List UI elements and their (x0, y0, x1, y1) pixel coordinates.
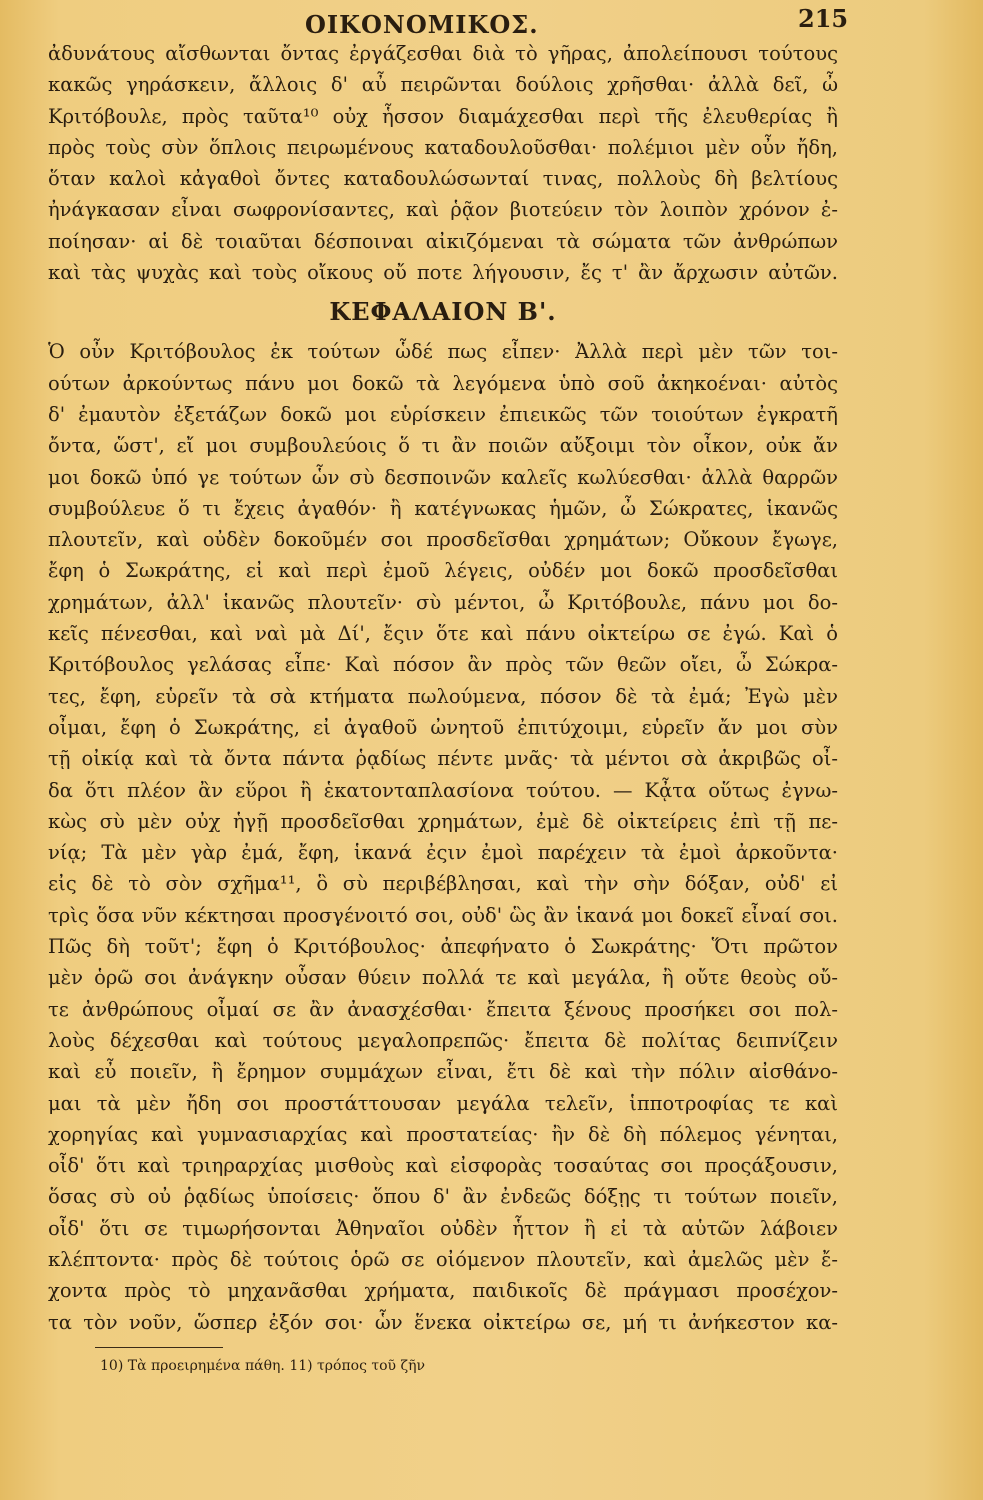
text-line: πρὸς τοὺς σὺν ὅπλοις πειρωμένους καταδουλοῦσθαι· πολέμιοι μὲν οὖν ἤδη, (48, 135, 838, 159)
body-text (48, 38, 838, 1338)
text-line: Κριτόβουλος γελάσας εἶπε· Καὶ πόσον ἂν πρὸς τῶν θεῶν οἴει, ὦ Σώκρα- (48, 653, 838, 677)
text-line: κακῶς γηράσκειν, ἄλλοις δ' αὖ πειρῶνται δούλοις χρῆσθαι· ἀλλὰ δεῖ, ὦ (48, 73, 838, 97)
text-line: δ' ἐμαυτὸν ἐξετάζων δοκῶ μοι εὑρίσκειν ἐπιεικῶς τῶν τοιούτων ἐγκρατῆ (48, 402, 838, 426)
text-line: δα ὅτι πλέον ἂν εὕροι ἢ ἑκατονταπλασίονα τούτου. — Κᾆτα οὕτως ἐγνω- (48, 778, 838, 802)
text-line: μοι δοκῶ ὑπό γε τούτων ὧν σὺ δεσποινῶν καλεῖς κωλύεσθαι· ἀλλὰ θαρρῶν (48, 465, 838, 489)
text-line: εἰς δὲ τὸ σὸν σχῆμα¹¹, ὃ σὺ περιβέβλησαι, καὶ τὴν σὴν δόξαν, οὐδ' εἰ (48, 872, 838, 896)
text-line: Ὁ οὖν Κριτόβουλος ἐκ τούτων ὧδέ πως εἶπεν· Ἀλλὰ περὶ μὲν τῶν τοι- (48, 340, 838, 364)
text-line: ἠνάγκασαν εἶναι σωφρονίσαντες, καὶ ῥᾷον βιοτεύειν τὸν λοιπὸν χρόνον ἐ- (48, 198, 838, 222)
text-line: λοὺς δέχεσθαι καὶ τούτους μεγαλοπρεπῶς· ἔπειτα δὲ πολίτας δειπνίζειν (48, 1028, 838, 1052)
text-line: ὅταν καλοὶ κἀγαθοὶ ὄντες καταδουλώσωνταί τινας, πολλοὺς δὴ βελτίους (48, 167, 838, 191)
text-line: ποίησαν· αἱ δὲ τοιαῦται δέσποιναι αἰκιζόμεναι τὰ σώματα τῶν ἀνθρώπων (48, 229, 838, 253)
text-line: ὄντα, ὥστ', εἴ μοι συμβουλεύοις ὅ τι ἂν ποιῶν αὔξοιμι τὸν οἶκον, οὐκ ἄν (48, 434, 838, 458)
text-line: τρὶς ὅσα νῦν κέκτησαι προσγένοιτό σοι, οὐδ' ὣς ἂν ἱκανά μοι δοκεῖ εἶναί σοι. (48, 903, 838, 927)
text-line: πλουτεῖν, καὶ οὐδὲν δοκοῦμέν σοι προσδεῖσθαι χρημάτων; Οὔκουν ἔγωγε, (48, 528, 838, 552)
text-line: οἶδ' ὅτι σε τιμωρήσονται Ἀθηναῖοι οὐδὲν ἧττον ἢ εἰ τὰ αὑτῶν λάβοιεν (48, 1216, 838, 1240)
text-line: οἶμαι, ἔφη ὁ Σωκράτης, εἰ ἀγαθοῦ ὠνητοῦ ἐπιτύχοιμι, εὑρεῖν ἄν μοι σὺν (48, 715, 838, 739)
text-line: μὲν ὁρῶ σοι ἀνάγκην οὖσαν θύειν πολλά τε καὶ μεγάλα, ἢ οὔτε θεοὺς οὔ- (48, 966, 838, 990)
text-line: χρημάτων, ἀλλ' ἱκανῶς πλουτεῖν· σὺ μέντοι, ὦ Κριτόβουλε, πάνυ μοι δο- (48, 590, 838, 614)
paragraph-2 (48, 336, 838, 1338)
text-line: τες, ἔφη, εὑρεῖν τὰ σὰ κτήματα πωλούμενα, πόσον δὲ τὰ ἐμά; Ἐγὼ μὲν (48, 684, 838, 708)
text-line: Πῶς δὴ τοῦτ'; ἔφη ὁ Κριτόβουλος· ἀπεφήνατο ὁ Σωκράτης· Ὅτι πρῶτον (48, 935, 838, 959)
text-line: κλέπτοντα· πρὸς δὲ τούτοις ὁρῶ σε οἰόμενον πλουτεῖν, καὶ ἀμελῶς μὲν ἔ- (48, 1247, 838, 1271)
text-line: ἔφη ὁ Σωκράτης, εἰ καὶ περὶ ἐμοῦ λέγεις, οὐδέν μοι δοκῶ προσδεῖσθαι (48, 559, 838, 583)
text-line: νίᾳ; Τὰ μὲν γὰρ ἐμά, ἔφη, ἱκανά ἐςιν ἐμοὶ παρέχειν τὰ ἐμοὶ ἀρκοῦντα· (48, 841, 838, 865)
chapter-heading: ΚΕΦΑΛΑΙΟΝ Β'. (329, 297, 557, 327)
paragraph-1 (48, 38, 838, 288)
text-line: τε ἀνθρώπους οἶμαί σε ἂν ἀνασχέσθαι· ἔπειτα ξένους προσήκει σοι πολ- (48, 997, 838, 1021)
footnote-rule (95, 1347, 223, 1348)
text-line: μαι τὰ μὲν ἤδη σοι προστάττουσαν μεγάλα τελεῖν, ἱπποτροφίας τε καὶ (48, 1091, 838, 1115)
footnotes: 10) Τὰ προειρημένα πάθη. 11) τρόπος τοῦ ζῆν (100, 1358, 426, 1374)
text-line: καὶ εὖ ποιεῖν, ἢ ἔρημον συμμάχων εἶναι, ἔτι δὲ καὶ τὴν πόλιν αἰσθάνο- (48, 1060, 838, 1084)
page-header (0, 4, 983, 40)
text-line: οἶδ' ὅτι καὶ τριηραρχίας μισθοὺς καὶ εἰσφορὰς τοσαύτας σοι προςάξουσιν, (48, 1154, 838, 1178)
text-line: χοντα πρὸς τὸ μηχανᾶσθαι χρήματα, παιδικοῖς δὲ πράγμασι προσέχον- (48, 1279, 838, 1303)
text-line: κεῖς πένεσθαι, καὶ ναὶ μὰ Δί', ἔςιν ὅτε καὶ πάνυ οἰκτείρω σε ἐγώ. Καὶ ὁ (48, 622, 838, 646)
text-line: ὅσας σὺ οὐ ῥᾳδίως ὑποίσεις· ὅπου δ' ἂν ἐνδεῶς δόξῃς τι τούτων ποιεῖν, (48, 1185, 838, 1209)
text-line: τῇ οἰκίᾳ καὶ τὰ ὄντα πάντα ῥᾳδίως πέντε μνᾶς· τὰ μέντοι σὰ ἀκριβῶς οἶ- (48, 747, 838, 771)
running-title: ΟΙΚΟΝΟΜΙΚΟΣ. (305, 10, 539, 39)
text-line: συμβούλευε ὅ τι ἔχεις ἀγαθόν· ἢ κατέγνωκας ἡμῶν, ὦ Σώκρατες, ἱκανῶς (48, 496, 838, 520)
text-line: χορηγίας καὶ γυμνασιαρχίας καὶ προστατείας· ἢν δὲ δὴ πόλεμος γένηται, (48, 1122, 838, 1146)
text-line: ούτων ἀρκούντως πάνυ μοι δοκῶ τὰ λεγόμενα ὑπὸ σοῦ ἀκηκοέναι· αὐτὸς (48, 371, 838, 395)
text-line: τα τὸν νοῦν, ὥσπερ ἐξόν σοι· ὧν ἕνεκα οἰκτείρω σε, μή τι ἀνήκεστον κα- (48, 1310, 838, 1334)
text-line: κὼς σὺ μὲν οὐχ ἡγῇ προσδεῖσθαι χρημάτων, ἐμὲ δὲ οἰκτείρεις ἐπὶ τῇ πε- (48, 809, 838, 833)
page-number: 215 (798, 4, 849, 33)
text-line: καὶ τὰς ψυχὰς καὶ τοὺς οἴκους οὔ ποτε λήγουσιν, ἔς τ' ἂν ἄρχωσιν αὐτῶν. (48, 261, 838, 285)
text-line: Κριτόβουλε, πρὸς ταῦτα¹⁰ οὐχ ἧσσον διαμάχεσθαι περὶ τῆς ἐλευθερίας ἢ (48, 104, 838, 128)
text-line: ἀδυνάτους αἴσθωνται ὄντας ἐργάζεσθαι διὰ τὸ γῆρας, ἀπολείπουσι τούτους (48, 42, 838, 65)
